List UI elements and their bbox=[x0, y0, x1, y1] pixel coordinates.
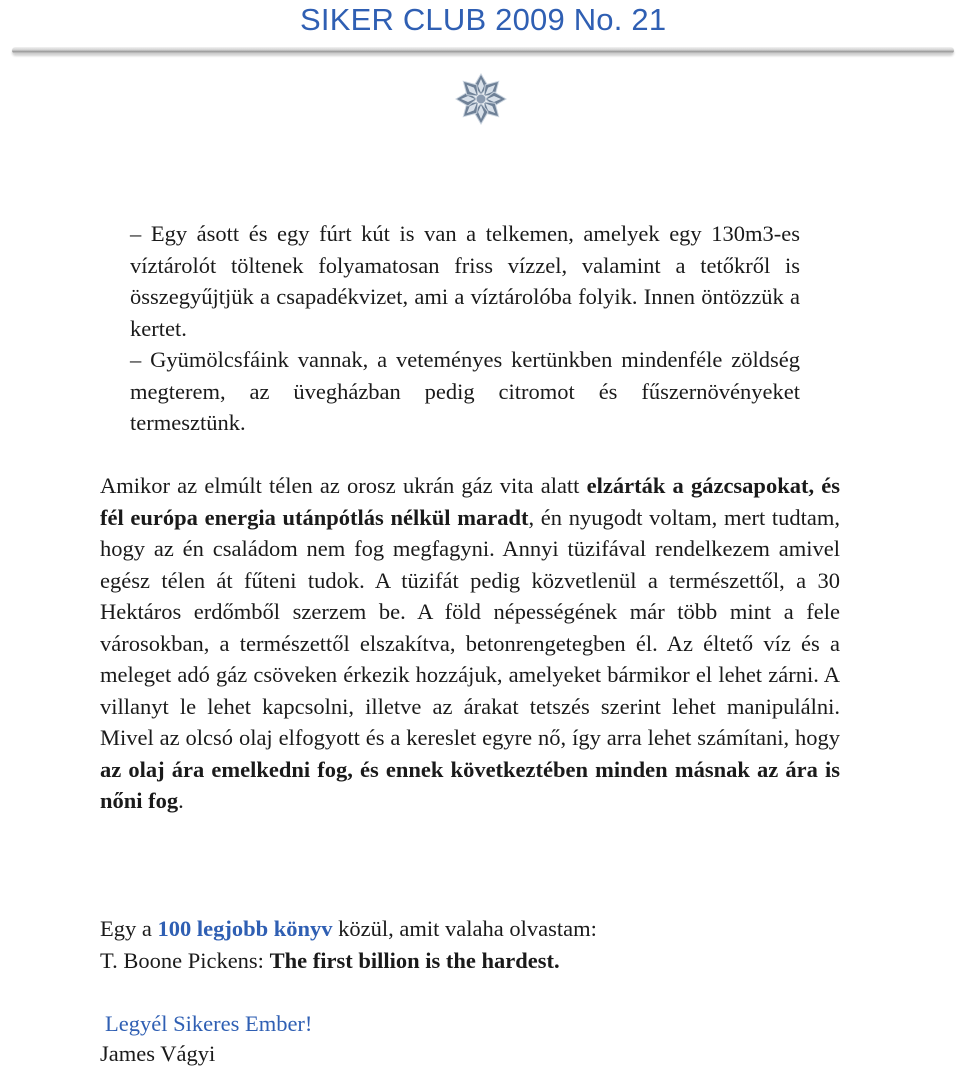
main-text-bold-oil: az olaj ára emelkedni fog, és ennek következtében minden másnak az ára is nőni fog bbox=[100, 756, 840, 813]
book-author: T. Boone Pickens: bbox=[100, 948, 270, 973]
main-text-bold-gas: elzárták a gázcsapokat, és fél európa energia utánpótlás nélkül maradt bbox=[100, 473, 840, 530]
signature-name: James Vágyi bbox=[100, 1041, 216, 1066]
book-title: The first billion is the hardest. bbox=[269, 948, 560, 973]
signature-motto: Legyél Sikeres Ember! bbox=[105, 1011, 313, 1036]
book-list-link[interactable]: 100 legjobb könyv bbox=[157, 916, 333, 941]
wells-section bbox=[130, 218, 800, 439]
garden-paragraph: – Gyümölcsfáink vannak, a veteményes kertünkben mindenféle zöldség megterem, az üvegházban pedig citromot és fűszernövényeket termesztünk. bbox=[130, 347, 800, 435]
book-prefix: Egy a bbox=[100, 916, 158, 941]
main-article bbox=[100, 470, 840, 817]
main-text-body: , én nyugodt voltam, mert tudtam, hogy az én családom nem fog megfagyni. Annyi tüzifával rendelkezem amivel egész télen át fűteni tudok. A tüzifát pedig közvetlenül a természettől, a 30 Hektáros erdőmből szerzem be. A föld népességének már több mint a fele városokban, a természettől elszakítva, betonrengetegben él. Az éltető víz és a meleget adó gáz csöveken érkezik hozzájuk, amelyeket bármikor el lehet zárni. A villanyt le lehet kapcsolni, illetve az árakat tetszés szerint lehet manipulálni. Mivel az olcsó olaj elfogyott és a kereslet egyre nő, így arra lehet számítani, hogy bbox=[100, 504, 840, 750]
main-paragraph bbox=[100, 470, 840, 817]
book-title-line bbox=[100, 945, 560, 977]
crystal-flower-logo-icon bbox=[454, 72, 508, 126]
page-header-title: SIKER CLUB 2009 No. 21 bbox=[300, 2, 667, 37]
main-text-intro: Amikor az elmúlt télen az orosz ukrán gáz vita alatt bbox=[100, 473, 587, 498]
header-divider bbox=[12, 47, 954, 54]
book-recommendation-line bbox=[100, 913, 597, 945]
main-text-end: . bbox=[178, 788, 184, 813]
book-suffix: közül, amit valaha olvastam: bbox=[332, 916, 597, 941]
wells-paragraph: – Egy ásott és egy fúrt kút is van a telkemen, amelyek egy 130m3-es víztárolót töltenek folyamatosan friss vízzel, valamint a tetőkről is összegyűjtjük a csapadékvizet, ami a víztárolóba folyik. Innen öntözzük a kertet. bbox=[130, 221, 800, 341]
